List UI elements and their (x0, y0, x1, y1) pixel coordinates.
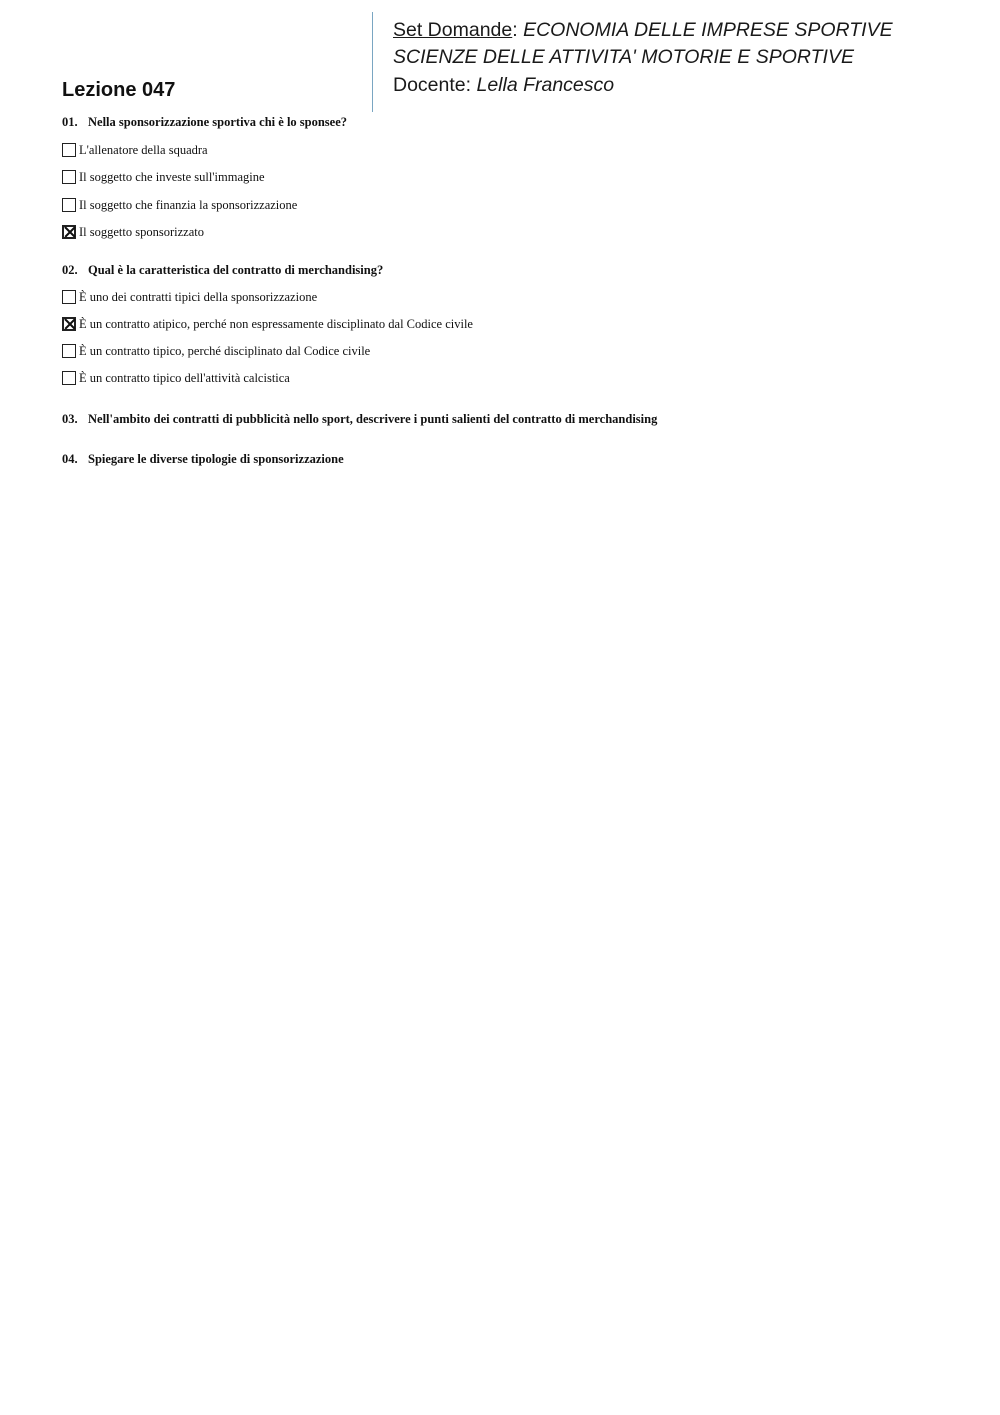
option-label: È uno dei contratti tipici della sponsorizzazione (79, 289, 318, 304)
question-02 (62, 263, 383, 278)
question-01 (62, 115, 347, 130)
answer-option[interactable] (62, 343, 370, 359)
checkbox-empty-icon[interactable] (62, 290, 76, 304)
question-number: 02. (62, 263, 78, 277)
answer-option[interactable] (62, 370, 290, 386)
question-text: Nella sponsorizzazione sportiva chi è lo sponsee? (88, 115, 348, 129)
question-text: Spiegare le diverse tipologie di sponsorizzazione (88, 452, 344, 466)
answer-option-selected[interactable] (62, 316, 473, 332)
lesson-title: Lezione 047 (62, 79, 176, 101)
checkbox-empty-icon[interactable] (62, 170, 76, 184)
header-set-line (393, 19, 893, 42)
checkbox-checked-icon[interactable] (62, 317, 76, 331)
set-separator: : (512, 19, 524, 41)
answer-option[interactable] (62, 142, 208, 158)
header-divider (372, 12, 373, 112)
header-docente-line (393, 74, 614, 97)
docente-name: Lella Francesco (476, 74, 615, 96)
option-label: L'allenatore della squadra (79, 142, 208, 157)
answer-option[interactable] (62, 169, 265, 185)
option-label: Il soggetto che investe sull'immagine (79, 169, 265, 184)
course-title: ECONOMIA DELLE IMPRESE SPORTIVE (523, 19, 893, 41)
set-label: Set Domande (393, 19, 513, 41)
question-number: 04. (62, 452, 78, 466)
checkbox-empty-icon[interactable] (62, 198, 76, 212)
answer-option-selected[interactable] (62, 224, 204, 240)
question-03 (62, 412, 657, 427)
option-label: È un contratto tipico dell'attività calcistica (79, 370, 290, 385)
question-text: Nell'ambito dei contratti di pubblicità nello sport, descrivere i punti salienti del contratto di merchandising (88, 412, 658, 426)
answer-option[interactable] (62, 289, 317, 305)
option-label: Il soggetto che finanzia la sponsorizzazione (79, 197, 298, 212)
question-number: 01. (62, 115, 78, 129)
checkbox-checked-icon[interactable] (62, 225, 76, 239)
question-04 (62, 452, 344, 467)
faculty-title: SCIENZE DELLE ATTIVITA' MOTORIE E SPORTIVE (393, 46, 854, 68)
answer-option[interactable] (62, 197, 297, 213)
checkbox-empty-icon[interactable] (62, 371, 76, 385)
option-label: Il soggetto sponsorizzato (79, 224, 204, 239)
checkbox-empty-icon[interactable] (62, 143, 76, 157)
docente-label: Docente: (393, 74, 477, 96)
question-number: 03. (62, 412, 78, 426)
option-label: È un contratto tipico, perché disciplinato dal Codice civile (79, 343, 371, 358)
option-label: È un contratto atipico, perché non espressamente disciplinato dal Codice civile (79, 316, 473, 331)
question-text: Qual è la caratteristica del contratto di merchandising? (88, 263, 384, 277)
checkbox-empty-icon[interactable] (62, 344, 76, 358)
